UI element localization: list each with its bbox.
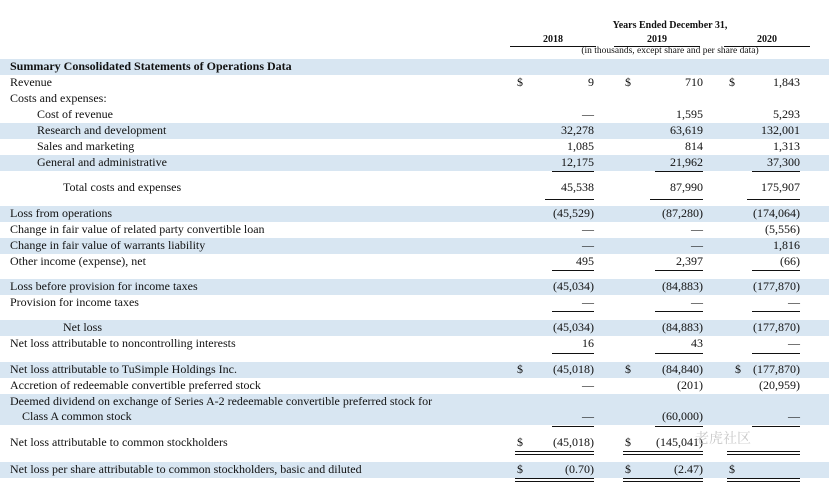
underline bbox=[655, 171, 703, 172]
table-row bbox=[0, 279, 829, 295]
table-row bbox=[0, 362, 829, 378]
cell-2019: (84,840) bbox=[662, 362, 703, 376]
cell-2020: 37,300 bbox=[767, 155, 800, 169]
table-row bbox=[0, 107, 829, 123]
currency-symbol: $ bbox=[517, 435, 523, 449]
table-row bbox=[0, 295, 829, 311]
cell-2020: (177,870) bbox=[753, 279, 800, 293]
cell-2018: — bbox=[582, 238, 594, 252]
table-row bbox=[0, 123, 829, 139]
cell-2020: (177,870) bbox=[753, 362, 800, 376]
underline bbox=[747, 199, 800, 200]
currency-symbol: $ bbox=[625, 462, 631, 476]
underline bbox=[655, 270, 703, 271]
table-row bbox=[0, 180, 829, 196]
cell-2018: — bbox=[582, 409, 594, 423]
currency-symbol: $ bbox=[729, 75, 735, 89]
underline bbox=[552, 270, 594, 271]
cell-2018: (0.70) bbox=[565, 462, 594, 476]
row-label: Net loss bbox=[63, 320, 102, 334]
double-underline bbox=[623, 478, 703, 482]
underline bbox=[752, 353, 800, 354]
row-label: Change in fair value of warrants liability bbox=[10, 238, 206, 252]
table-row bbox=[0, 462, 829, 478]
table-row bbox=[0, 394, 829, 425]
cell-2018: — bbox=[582, 107, 594, 121]
cell-2020: (66) bbox=[780, 254, 800, 268]
cell-2018: 16 bbox=[582, 336, 594, 350]
cell-2019: 1,595 bbox=[676, 107, 703, 121]
row-label: Other income (expense), net bbox=[10, 254, 146, 268]
underline bbox=[552, 311, 594, 312]
cell-2018: 495 bbox=[576, 254, 594, 268]
cell-2019: — bbox=[691, 222, 703, 236]
cell-2019: (145,041) bbox=[656, 435, 703, 449]
row-label: Loss before provision for income taxes bbox=[10, 279, 198, 293]
row-label: Total costs and expenses bbox=[63, 180, 182, 194]
row-label: Loss from operations bbox=[10, 206, 112, 220]
cell-2019: (60,000) bbox=[662, 409, 703, 423]
table-row bbox=[0, 378, 829, 394]
table-row bbox=[0, 254, 829, 270]
cell-2019: 814 bbox=[685, 139, 703, 153]
cell-2019: 87,990 bbox=[670, 180, 703, 194]
cell-2020: — bbox=[788, 295, 800, 309]
row-label: Accretion of redeemable convertible preferred stock bbox=[10, 378, 261, 392]
header-title: Years Ended December 31, bbox=[612, 20, 728, 31]
cell-2018: — bbox=[582, 295, 594, 309]
underline bbox=[752, 171, 800, 172]
underline bbox=[752, 270, 800, 271]
currency-symbol: $ bbox=[729, 462, 735, 476]
cell-2019: 43 bbox=[691, 336, 703, 350]
row-label: Net loss attributable to noncontrolling interests bbox=[10, 336, 236, 350]
year-2020: 2020 bbox=[724, 34, 810, 47]
currency-symbol: $ bbox=[735, 362, 741, 376]
cell-2018: 45,538 bbox=[561, 180, 594, 194]
cell-2019: (84,883) bbox=[662, 320, 703, 334]
cell-2019: (87,280) bbox=[662, 206, 703, 220]
row-label: Sales and marketing bbox=[37, 139, 135, 153]
cell-2020: — bbox=[788, 409, 800, 423]
row-label: Cost of revenue bbox=[37, 107, 113, 121]
double-underline bbox=[515, 478, 594, 482]
cell-2018: — bbox=[582, 378, 594, 392]
underline bbox=[552, 353, 594, 354]
double-underline bbox=[727, 478, 800, 482]
row-label: Research and development bbox=[37, 123, 167, 137]
section-title-row bbox=[0, 59, 829, 75]
cell-2018: 1,085 bbox=[567, 139, 594, 153]
row-label: Net loss per share attributable to common stockholders, basic and diluted bbox=[10, 462, 362, 476]
row-label: General and administrative bbox=[37, 155, 167, 169]
cell-2020: 1,843 bbox=[773, 75, 800, 89]
table-row bbox=[0, 155, 829, 171]
table-row bbox=[0, 222, 829, 238]
underline bbox=[552, 171, 594, 172]
underline bbox=[552, 426, 594, 427]
cell-2020: 1,313 bbox=[773, 139, 800, 153]
cell-2020: 132,001 bbox=[761, 123, 800, 137]
currency-symbol: $ bbox=[625, 435, 631, 449]
cell-2019: (2.47) bbox=[674, 462, 703, 476]
underline bbox=[655, 311, 703, 312]
header-subtitle: (in thousands, except share and per share data) bbox=[581, 46, 759, 56]
cell-2018: 9 bbox=[588, 75, 594, 89]
cell-2019: 63,619 bbox=[670, 123, 703, 137]
currency-symbol: $ bbox=[625, 362, 631, 376]
cell-2020: (5,556) bbox=[765, 222, 800, 236]
underline bbox=[545, 199, 594, 200]
cell-2018: (45,034) bbox=[553, 320, 594, 334]
cell-2020: (174,064) bbox=[753, 206, 800, 220]
cell-2019: (201) bbox=[677, 378, 703, 392]
row-label: Net loss attributable to TuSimple Holdings Inc. bbox=[10, 362, 237, 376]
underline bbox=[752, 426, 800, 427]
row-label: Net loss attributable to common stockholders bbox=[10, 435, 228, 449]
cell-2019: 21,962 bbox=[670, 155, 703, 169]
row-label-continued: Class A common stock bbox=[22, 409, 132, 423]
cell-2019: — bbox=[691, 238, 703, 252]
table-row bbox=[0, 336, 829, 352]
table-row bbox=[0, 91, 829, 107]
currency-symbol: $ bbox=[517, 362, 523, 376]
cell-2020: 175,907 bbox=[761, 180, 800, 194]
currency-symbol: $ bbox=[625, 75, 631, 89]
year-2018: 2018 bbox=[510, 34, 596, 47]
cell-2018: 32,278 bbox=[561, 123, 594, 137]
cell-2018: (45,018) bbox=[553, 435, 594, 449]
table-row bbox=[0, 238, 829, 254]
cell-2018: — bbox=[582, 222, 594, 236]
row-label: Change in fair value of related party convertible loan bbox=[10, 222, 265, 236]
row-label: Deemed dividend on exchange of Series A-2 redeemable convertible preferred stock for bbox=[10, 394, 433, 408]
row-label: Provision for income taxes bbox=[10, 295, 139, 309]
underline bbox=[655, 353, 703, 354]
currency-symbol: $ bbox=[517, 75, 523, 89]
table-row bbox=[0, 206, 829, 222]
year-2019: 2019 bbox=[614, 34, 700, 47]
cell-2019: 710 bbox=[685, 75, 703, 89]
cell-2020: 5,293 bbox=[773, 107, 800, 121]
cell-2018: (45,018) bbox=[553, 362, 594, 376]
table-row bbox=[0, 320, 829, 336]
cell-2019: — bbox=[691, 295, 703, 309]
cell-2018: (45,529) bbox=[553, 206, 594, 220]
double-underline bbox=[727, 451, 800, 455]
underline bbox=[655, 426, 703, 427]
cell-2020: 1,816 bbox=[773, 238, 800, 252]
watermark: 老虎社区 bbox=[695, 431, 751, 447]
table-row bbox=[0, 139, 829, 155]
cell-2018: (45,034) bbox=[553, 279, 594, 293]
cell-2020: (177,870) bbox=[753, 320, 800, 334]
section-title: Summary Consolidated Statements of Operations Data bbox=[10, 59, 292, 73]
table-row bbox=[0, 75, 829, 91]
currency-symbol: $ bbox=[517, 462, 523, 476]
underline bbox=[650, 199, 703, 200]
cell-2019: (84,883) bbox=[662, 279, 703, 293]
cell-2019: 2,397 bbox=[676, 254, 703, 268]
underline bbox=[752, 311, 800, 312]
cell-2020: — bbox=[788, 336, 800, 350]
cell-2020: (20,959) bbox=[759, 378, 800, 392]
row-label: Revenue bbox=[10, 75, 52, 89]
row-label: Costs and expenses: bbox=[10, 91, 107, 105]
cell-2018: 12,175 bbox=[561, 155, 594, 169]
double-underline bbox=[623, 451, 703, 455]
double-underline bbox=[515, 451, 594, 455]
